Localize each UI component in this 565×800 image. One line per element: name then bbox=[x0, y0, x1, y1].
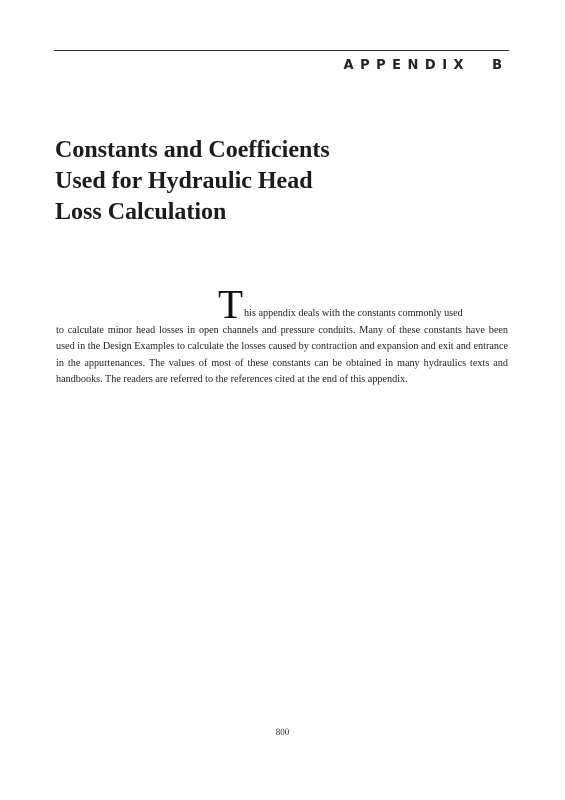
header-rule bbox=[54, 50, 509, 51]
drop-cap: T bbox=[218, 281, 244, 327]
appendix-letter: B bbox=[492, 58, 502, 73]
title-line: Constants and Coefficients bbox=[55, 137, 330, 163]
first-line bbox=[56, 281, 508, 327]
first-line-text: his appendix deals with the constants commonly used bbox=[244, 308, 463, 319]
paragraph-text: to calculate minor head losses in open channels and pressure conduits. Many of these constants have been used in the Design Examples to calculate the losses caused by contraction and expansion and exit and entrance in the appurtenances. The values of most of these constants can be obtained in many hydraulics texts and handbooks. The readers are referred to the references cited at the end of this appendix. bbox=[56, 324, 508, 386]
appendix-header bbox=[344, 58, 502, 73]
title-line: Loss Calculation bbox=[55, 199, 227, 225]
appendix-word: APPENDIX bbox=[343, 58, 471, 73]
intro-paragraph bbox=[56, 281, 508, 389]
page-number: 800 bbox=[275, 727, 290, 737]
title-line: Used for Hydraulic Head bbox=[55, 168, 313, 194]
chapter-title bbox=[55, 135, 495, 228]
